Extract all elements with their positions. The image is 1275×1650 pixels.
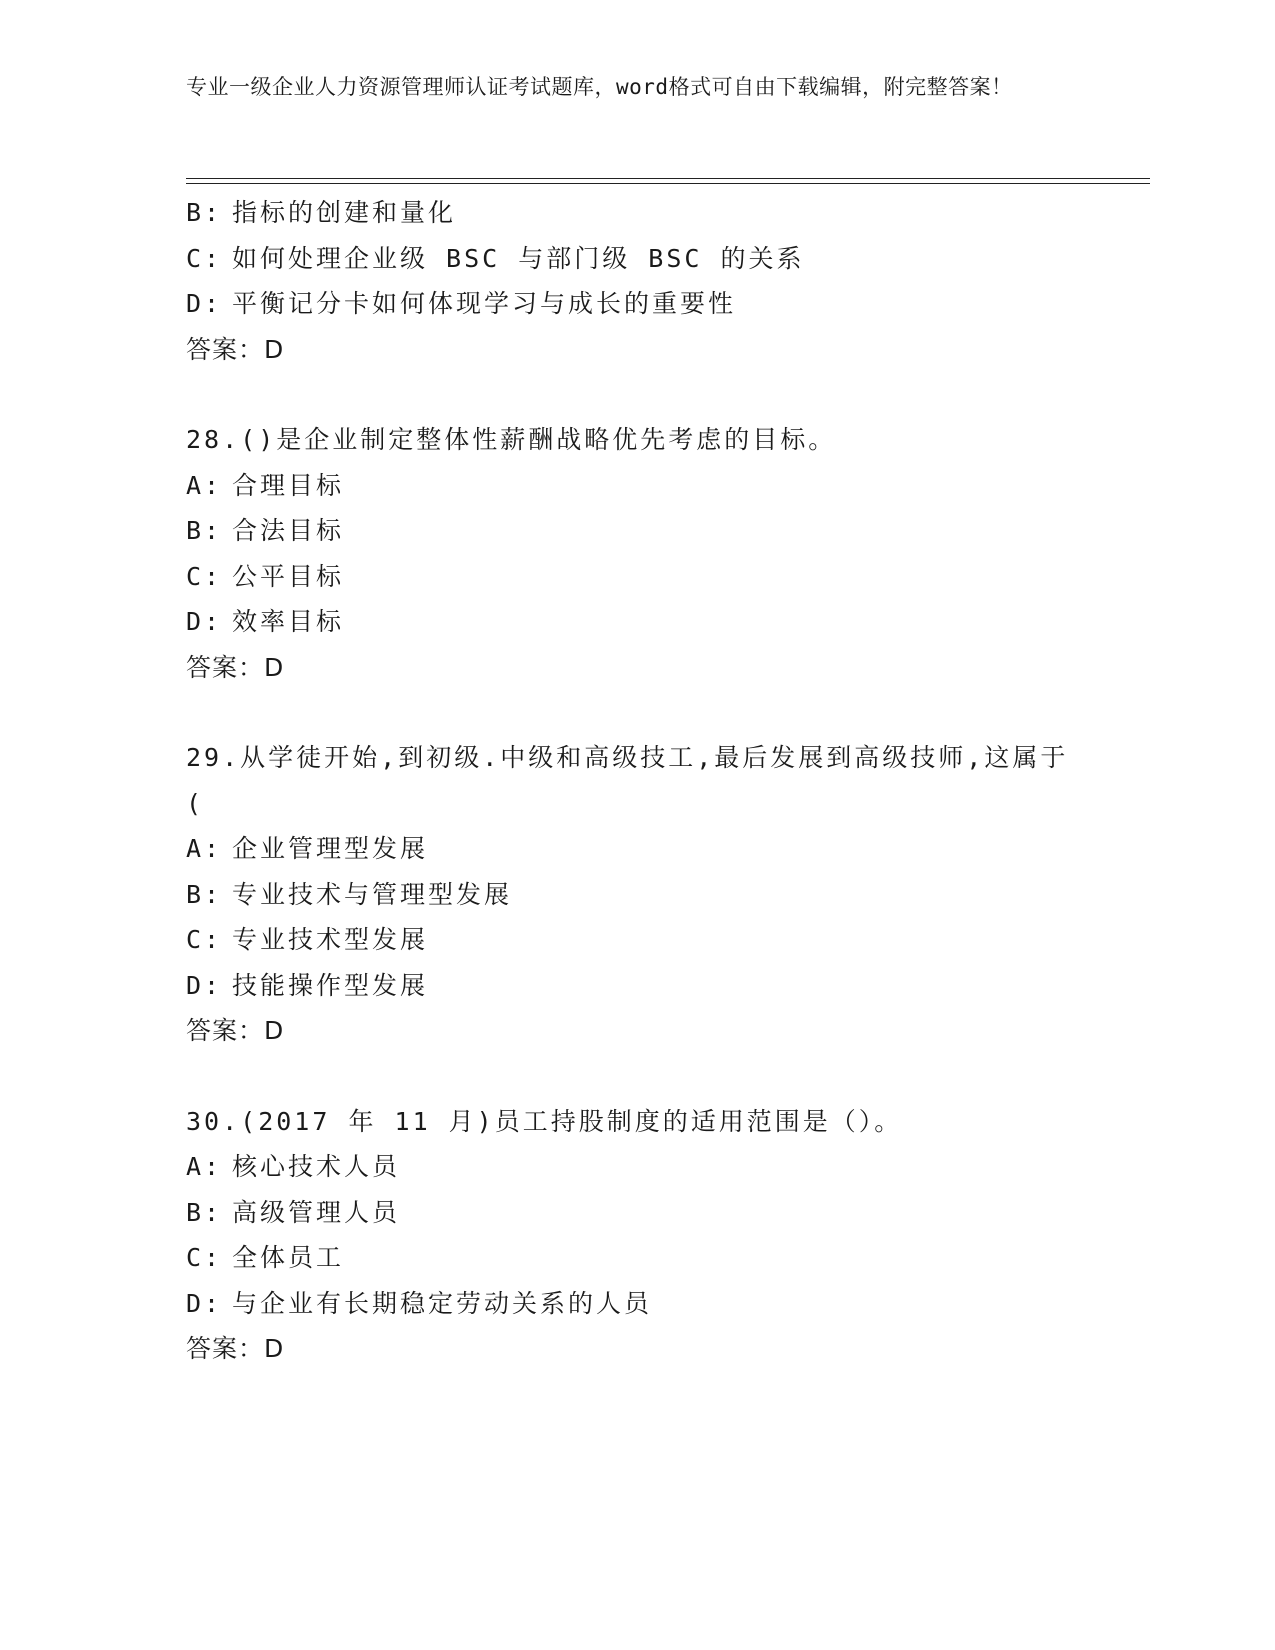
option-key: D: xyxy=(186,289,223,318)
option-key: A: xyxy=(186,1152,223,1181)
header-divider-top xyxy=(186,178,1150,179)
option-c xyxy=(186,236,1086,282)
option-key: C: xyxy=(186,925,223,954)
option-c xyxy=(186,554,1086,600)
question-stem: 29.从学徒开始,到初级.中级和高级技工,最后发展到高级技师,这属于 xyxy=(186,743,1069,772)
spacer xyxy=(186,372,1086,417)
option-text: 公平目标 xyxy=(232,561,345,591)
question-stem: 28.()是企业制定整体性薪酬战略优先考虑的目标。 xyxy=(186,425,837,454)
answer-line: 答案：D xyxy=(186,1334,285,1363)
answer-line: 答案：D xyxy=(186,1016,285,1045)
question-stem-continuation: ( xyxy=(186,788,205,818)
option-key: B: xyxy=(186,516,223,545)
option-b xyxy=(186,1190,1086,1236)
question-block-29 xyxy=(186,735,1086,1054)
header-divider-bottom xyxy=(186,183,1150,184)
option-key: C: xyxy=(186,243,223,273)
spacer xyxy=(186,1054,1086,1099)
question-block-30 xyxy=(186,1099,1086,1372)
option-text: 指标的创建和量化 xyxy=(232,198,457,227)
option-c xyxy=(186,917,1086,963)
option-text: 技能操作型发展 xyxy=(232,970,429,1000)
option-d xyxy=(186,1281,1086,1327)
option-a xyxy=(186,826,1086,872)
option-d xyxy=(186,599,1086,645)
answer-line: 答案：D xyxy=(186,334,285,364)
question-block-27 xyxy=(186,190,1086,372)
option-key: C: xyxy=(186,1243,223,1272)
option-key: D: xyxy=(186,970,223,1000)
option-text: 专业技术与管理型发展 xyxy=(232,879,513,909)
option-key: D: xyxy=(186,607,223,636)
option-c xyxy=(186,1235,1086,1281)
document-title: 专业一级企业人力资源管理师认证考试题库，word格式可自由下载编辑，附完整答案！ xyxy=(186,75,1013,99)
option-a xyxy=(186,1144,1086,1190)
option-text: 专业技术型发展 xyxy=(232,925,429,954)
option-text: 合理目标 xyxy=(232,470,345,500)
option-d xyxy=(186,963,1086,1009)
page-header xyxy=(186,72,1086,102)
option-text: 如何处理企业级 BSC 与部门级 BSC 的关系 xyxy=(232,243,805,273)
option-text: 高级管理人员 xyxy=(232,1197,401,1227)
option-text: 平衡记分卡如何体现学习与成长的重要性 xyxy=(232,289,737,318)
question-content xyxy=(186,190,1086,1372)
option-key: D: xyxy=(186,1288,223,1318)
question-stem: 30.(2017 年 11 月)员工持股制度的适用范围是（）。 xyxy=(186,1106,903,1136)
option-key: B: xyxy=(186,1197,223,1227)
option-text: 核心技术人员 xyxy=(232,1152,401,1181)
question-block-28 xyxy=(186,417,1086,690)
option-text: 全体员工 xyxy=(232,1243,345,1272)
option-d xyxy=(186,281,1086,327)
option-text: 效率目标 xyxy=(232,607,345,636)
option-key: A: xyxy=(186,834,223,863)
option-key: B: xyxy=(186,879,223,909)
spacer xyxy=(186,690,1086,735)
option-key: B: xyxy=(186,198,223,227)
option-b xyxy=(186,508,1086,554)
option-key: C: xyxy=(186,561,223,591)
option-a xyxy=(186,463,1086,509)
option-b xyxy=(186,190,1086,236)
option-key: A: xyxy=(186,470,223,500)
option-text: 企业管理型发展 xyxy=(232,834,429,863)
option-b xyxy=(186,872,1086,918)
option-text: 合法目标 xyxy=(232,516,345,545)
option-text: 与企业有长期稳定劳动关系的人员 xyxy=(232,1288,653,1318)
answer-line: 答案：D xyxy=(186,652,285,682)
